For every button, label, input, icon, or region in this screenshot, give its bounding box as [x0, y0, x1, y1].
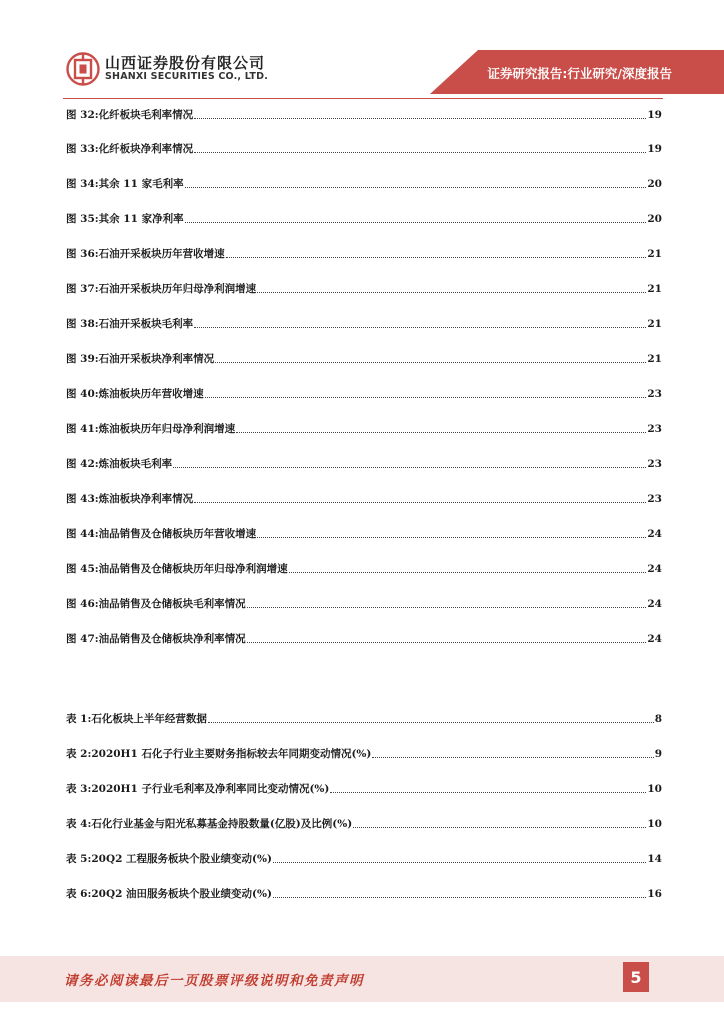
- toc-entry-label: 表 6:20Q2 油田服务板块个股业绩变动(%): [66, 888, 272, 900]
- toc-leader: [215, 362, 646, 363]
- toc-entry-label: 图 39:石油开采板块净利率情况: [66, 353, 215, 365]
- disclaimer-notice: 请务必阅读最后一页股票评级说明和免责声明: [64, 973, 364, 989]
- toc-entry-label: 图 35:其余 11 家净利率: [66, 213, 184, 225]
- toc-entry-page: 14: [647, 853, 662, 865]
- toc-entry[interactable]: [66, 280, 662, 296]
- toc-leader: [289, 572, 647, 573]
- toc-entry-label: 图 43:炼油板块净利率情况: [66, 493, 194, 505]
- toc-entry[interactable]: [66, 885, 662, 901]
- toc-entry[interactable]: [66, 245, 662, 261]
- toc-entry-label: 表 5:20Q2 工程服务板块个股业绩变动(%): [66, 853, 272, 865]
- header-divider: [63, 98, 663, 99]
- toc-entry[interactable]: [66, 350, 662, 366]
- toc-entry[interactable]: [66, 745, 662, 761]
- toc-entry-page: 23: [647, 388, 662, 400]
- toc-entry-page: 24: [647, 528, 662, 540]
- company-name-en: SHANXI SECURITIES CO., LTD.: [105, 71, 269, 82]
- page-header: [0, 0, 724, 100]
- page-number: 5: [623, 962, 649, 992]
- toc-leader: [194, 502, 646, 503]
- toc-entry-page: 9: [654, 748, 662, 760]
- toc-entry-label: 图 38:石油开采板块毛利率: [66, 318, 194, 330]
- toc-entry[interactable]: [66, 560, 662, 576]
- toc-entry-page: 16: [647, 888, 662, 900]
- toc-entry[interactable]: [66, 815, 662, 831]
- toc-entry-label: 图 32:化纤板块毛利率情况: [66, 109, 194, 121]
- toc-entry-page: 10: [647, 818, 662, 830]
- toc-entry-label: 图 36:石油开采板块历年营收增速: [66, 248, 225, 260]
- toc-entry-page: 21: [647, 318, 662, 330]
- toc-entry[interactable]: [66, 595, 662, 611]
- toc-entry-page: 8: [654, 713, 662, 725]
- toc-entry-label: 图 41:炼油板块历年归母净利润增速: [66, 423, 236, 435]
- toc-leader: [257, 537, 646, 538]
- toc-entry-label: 图 47:油品销售及仓储板块净利率情况: [66, 633, 246, 645]
- toc-leader: [353, 827, 646, 828]
- toc-entry-page: 23: [647, 493, 662, 505]
- toc-entry-page: 24: [647, 633, 662, 645]
- toc-entry-label: 图 46:油品销售及仓储板块毛利率情况: [66, 598, 246, 610]
- toc-entry[interactable]: [66, 315, 662, 331]
- toc-entry[interactable]: [66, 525, 662, 541]
- toc-entry-label: 表 2:2020H1 石化子行业主要财务指标较去年同期变动情况(%): [66, 748, 372, 760]
- toc-entry[interactable]: [66, 780, 662, 796]
- toc-leader: [247, 642, 647, 643]
- toc-entry-page: 20: [647, 213, 662, 225]
- toc-leader: [185, 222, 647, 223]
- toc-entry-page: 23: [647, 458, 662, 470]
- toc-entry[interactable]: [66, 850, 662, 866]
- toc-entry-page: 10: [647, 783, 662, 795]
- toc-leader: [372, 757, 653, 758]
- toc-entry-page: 21: [647, 248, 662, 260]
- company-name-cn: 山西证券股份有限公司: [105, 54, 266, 72]
- toc-entry-label: 图 37:石油开采板块历年归母净利润增速: [66, 283, 257, 295]
- toc-leader: [194, 152, 646, 153]
- toc-entry-page: 24: [647, 598, 662, 610]
- toc-entry-label: 图 45:油品销售及仓储板块历年归母净利润增速: [66, 563, 288, 575]
- toc-leader: [247, 607, 647, 608]
- toc-leader: [273, 897, 646, 898]
- toc-leader: [208, 722, 654, 723]
- toc-leader: [257, 292, 646, 293]
- toc-entry-label: 图 44:油品销售及仓储板块历年营收增速: [66, 528, 257, 540]
- toc-leader: [194, 118, 646, 119]
- toc-leader: [194, 327, 646, 328]
- toc-entry-label: 图 33:化纤板块净利率情况: [66, 143, 194, 155]
- toc-entry[interactable]: [66, 175, 662, 191]
- toc-entry[interactable]: [66, 106, 662, 122]
- toc-entry[interactable]: [66, 385, 662, 401]
- toc-leader: [236, 432, 646, 433]
- toc-entry[interactable]: [66, 490, 662, 506]
- toc-entry-label: 表 1:石化板块上半年经营数据: [66, 713, 207, 725]
- toc-entry-page: 21: [647, 283, 662, 295]
- toc-entry[interactable]: [66, 630, 662, 646]
- toc-leader: [330, 792, 646, 793]
- toc-entry-page: 21: [647, 353, 662, 365]
- toc-entry-page: 23: [647, 423, 662, 435]
- toc-leader: [173, 467, 646, 468]
- toc-entry-label: 表 4:石化行业基金与阳光私募基金持股数量(亿股)及比例(%): [66, 818, 353, 830]
- toc-leader: [226, 257, 647, 258]
- toc-entry[interactable]: [66, 140, 662, 156]
- toc-entry[interactable]: [66, 710, 662, 726]
- toc-entry[interactable]: [66, 420, 662, 436]
- toc-entry-page: 19: [647, 143, 662, 155]
- toc-entry-page: 19: [647, 109, 662, 121]
- toc-entry-label: 图 40:炼油板块历年营收增速: [66, 388, 204, 400]
- toc-entry-label: 图 42:炼油板块毛利率: [66, 458, 173, 470]
- toc-entry-page: 24: [647, 563, 662, 575]
- toc-entry-label: 图 34:其余 11 家毛利率: [66, 178, 184, 190]
- company-logo-icon: [66, 52, 100, 86]
- toc-entry-label: 表 3:2020H1 子行业毛利率及净利率同比变动情况(%): [66, 783, 330, 795]
- toc-leader: [205, 397, 647, 398]
- report-type-label: 证券研究报告:行业研究/深度报告: [487, 66, 672, 81]
- toc-leader: [185, 187, 647, 188]
- toc-leader: [273, 862, 646, 863]
- toc-entry-page: 20: [647, 178, 662, 190]
- toc-entry[interactable]: [66, 455, 662, 471]
- toc-entry[interactable]: [66, 210, 662, 226]
